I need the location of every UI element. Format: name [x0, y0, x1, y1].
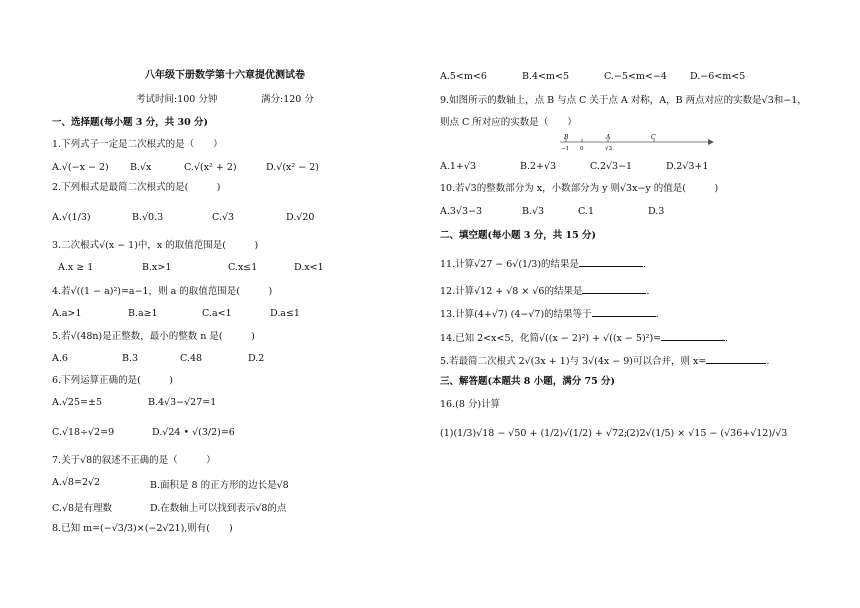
q5-option-d: D.2 [248, 353, 265, 364]
page-title: 八年级下册数学第十六章提优测试卷 [145, 70, 305, 81]
q4-option-b: B.a≥1 [128, 308, 158, 319]
q10-option-a: A.3√3−3 [440, 206, 483, 217]
section-heading-choice: 一、选择题(每小题 3 分，共 30 分) [52, 117, 209, 128]
point-a-label: A [606, 134, 611, 141]
q6-stem: 6.下列运算正确的是( ) [52, 375, 173, 386]
number-line-figure [558, 130, 718, 154]
q3-option-c: C.x≤1 [228, 262, 258, 273]
q6-option-b: B.4√3−√27=1 [148, 397, 217, 408]
q15-text: 5.若最简二次根式 2√(3x + 1)与 3√(4x − 9)可以合并，则 x= [440, 356, 707, 367]
exam-time: 考试时间:100 分钟 [136, 94, 218, 105]
q13-answer-blank [592, 307, 656, 317]
point-c-label: C [651, 134, 656, 141]
q7-option-d: D.在数轴上可以找到表示√8的点 [150, 503, 287, 514]
q13-text: 13.计算(4+√7) (4−√7)的结果等于 [440, 309, 592, 320]
q11 [440, 257, 646, 271]
tick-minus-one: −1 [561, 146, 570, 152]
q12 [440, 284, 649, 298]
q2-stem: 2.下列根式是最简二次根式的是( ) [52, 182, 221, 193]
q2-option-a: A.√(1/3) [52, 212, 91, 223]
q14-text: 14.已知 2<x<5，化简√((x − 2)²) + √((x − 5)²)= [440, 333, 662, 344]
q11-end: . [643, 259, 647, 270]
q10-stem: 10.若√3的整数部分为 x，小数部分为 y 则√3x−y 的值是( ) [440, 183, 719, 194]
q4-option-d: D.a≤1 [270, 308, 300, 319]
q2-option-c: C.√3 [212, 212, 235, 223]
q2-option-d: D.√20 [286, 212, 315, 223]
q4-option-c: C.a<1 [202, 308, 232, 319]
q3-option-d: D.x<1 [294, 262, 324, 273]
q10-option-c: C.1 [578, 206, 594, 217]
q5-stem: 5.若√(48n)是正整数，最小的整数 n 是( ) [52, 331, 255, 342]
q6-option-c: C.√18÷√2=9 [52, 427, 115, 438]
q15 [440, 354, 769, 368]
q6-option-d: D.√24 • √(3/2)=6 [152, 427, 235, 438]
tick-zero: 0 [580, 146, 584, 152]
q9-stem-line2: 则点 C 所对应的实数是（ ） [440, 117, 577, 128]
q3-stem: 3.二次根式√(x − 1)中，x 的取值范围是( ) [52, 240, 259, 251]
q4-option-a: A.a>1 [52, 308, 82, 319]
q6-option-a: A.√25=±5 [52, 397, 102, 408]
q1-option-a: A.√(−x − 2) [52, 162, 109, 173]
q9-stem-line1: 9.如图所示的数轴上，点 B 与点 C 关于点 A 对称，A，B 两点对应的实数是√3和−1， [440, 95, 807, 106]
q9-option-c: C.2√3−1 [590, 161, 633, 172]
q12-text: 12.计算√12 + √8 × √6的结果是 [440, 286, 583, 297]
q8-stem: 8.已知 m=(−√3/3)×(−2√21),则有( ) [52, 523, 233, 534]
tick-sqrt3: √3 [605, 146, 613, 152]
q11-text: 11.计算√27 − 6√(1/3)的结果是 [440, 259, 580, 270]
q12-end: . [646, 286, 650, 297]
q14-answer-blank [661, 331, 725, 341]
q8-option-d: D.−6<m<5 [690, 71, 746, 82]
q1-option-b: B.√x [130, 162, 152, 173]
q1-option-c: C.√(x² + 2) [184, 162, 237, 173]
q2-option-b: B.√0.3 [132, 212, 164, 223]
q16-part2: (2)2√(1/5) × √15 − (√36+√12)/√3 [626, 428, 788, 439]
q15-end: . [766, 356, 770, 367]
section-heading-fill: 二、填空题(每小题 3 分，共 15 分) [440, 230, 597, 241]
q1-option-d: D.√(x² − 2) [266, 162, 319, 173]
q10-option-d: D.3 [648, 206, 665, 217]
q9-option-a: A.1+√3 [440, 161, 476, 172]
q15-answer-blank [706, 354, 766, 364]
q8-option-b: B.4<m<5 [522, 71, 570, 82]
q3-option-a: A.x ≥ 1 [58, 262, 94, 273]
q5-option-a: A.6 [52, 353, 68, 364]
q13 [440, 307, 659, 321]
section-heading-solve: 三、解答题(本题共 8 小题，满分 75 分) [440, 376, 616, 387]
q8-option-c: C.−5<m<−4 [604, 71, 667, 82]
q7-option-c: C.√8是有理数 [52, 503, 113, 514]
q14 [440, 331, 728, 345]
q3-option-b: B.x>1 [142, 262, 172, 273]
q7-option-a: A.√8=2√2 [52, 477, 101, 488]
q9-option-b: B.2+√3 [520, 161, 557, 172]
point-b-label: B [564, 134, 569, 141]
q10-option-b: B.√3 [522, 206, 545, 217]
q11-answer-blank [579, 257, 643, 267]
q7-option-b: B.面积是 8 的正方形的边长是√8 [150, 480, 289, 491]
q4-stem: 4.若√((1 − a)²)=a−1，则 a 的取值范围是( ) [52, 286, 273, 297]
q13-end: . [655, 309, 659, 320]
q8-option-a: A.5<m<6 [440, 71, 487, 82]
full-score: 满分:120 分 [261, 94, 314, 105]
q5-option-b: B.3 [122, 353, 139, 364]
q7-stem: 7.关于√8的叙述不正确的是（ ） [52, 455, 216, 466]
q5-option-c: C.48 [180, 353, 203, 364]
q1-stem: 1.下列式子一定是二次根式的是（ ） [52, 139, 223, 150]
q16-part1: (1)(1/3)√18 − √50 + (1/2)√(1/2) + √72; [440, 428, 628, 439]
q9-option-d: D.2√3+1 [666, 161, 709, 172]
q14-end: . [725, 333, 729, 344]
q12-answer-blank [582, 284, 646, 294]
q16-stem: 16.(8 分)计算 [440, 399, 501, 410]
